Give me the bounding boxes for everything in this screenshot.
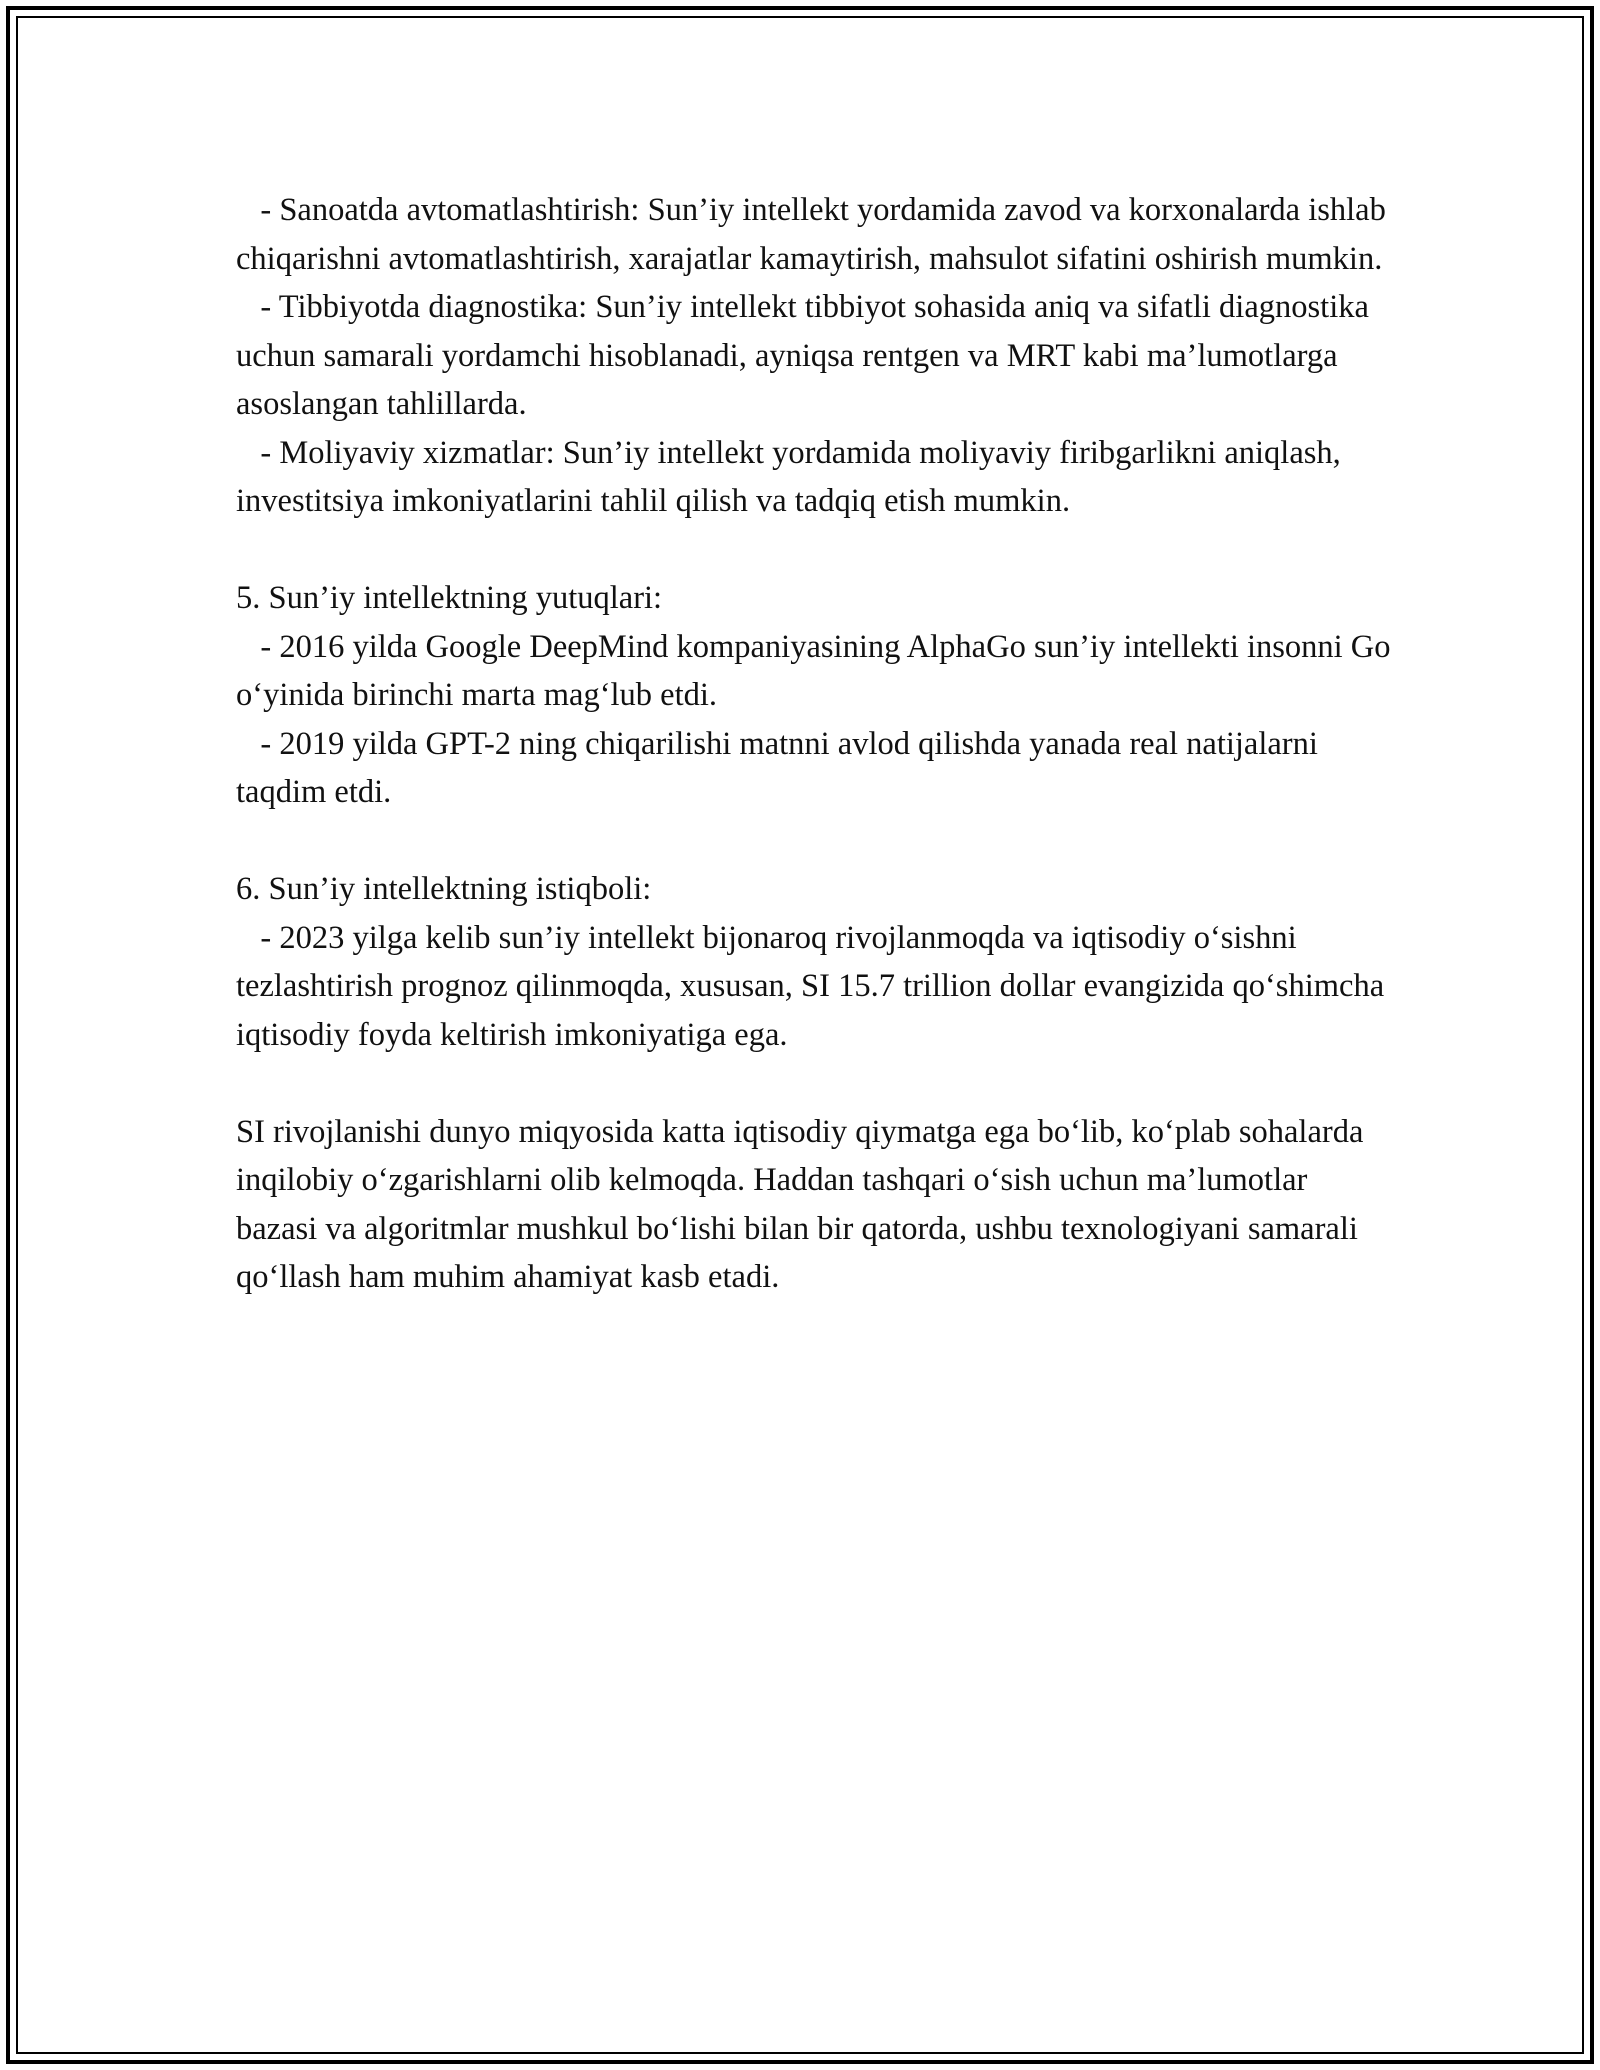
bullet-financial-services: - Moliyaviy xizmatlar: Sun’iy intellekt yordamida moliyaviy firibgarlikni aniqlash, investitsiya imkoniyatlarini tahlil qilish va tadqiq etish mumkin.	[236, 434, 1349, 519]
bullet-medical-diagnostics: - Tibbiyotda diagnostika: Sun’iy intellekt tibbiyot sohasida aniq va sifatli diagnostika uchun samarali yordamchi hisoblanadi, ayniqsa rentgen va MRT kabi ma’lumotlarga asoslangan tahlillarda.	[236, 289, 1378, 422]
section-5-heading: 5. Sun’iy intellektning yutuqlari:	[236, 580, 663, 616]
bullet-gpt2-2019: - 2019 yilda GPT-2 ning chiqarilishi matnni avlod qilishda yanada real natijalarni taqdim etdi.	[236, 725, 1327, 810]
bullet-industry-automation: - Sanoatda avtomatlashtirish: Sun’iy intellekt yordamida zavod va korxonalarda ishlab chiqarishni avtomatlashtirish, xarajatlar kamaytirish, mahsulot sifatini oshirish mumkin.	[236, 192, 1394, 277]
bullet-alphago-2016: - 2016 yilda Google DeepMind kompaniyasining AlphaGo sun’iy intellekti insonni Go o‘yinida birinchi marta mag‘lub etdi.	[236, 628, 1399, 713]
conclusion-paragraph: SI rivojlanishi dunyo miqyosida katta iqtisodiy qiymatga ega bo‘lib, ko‘plab sohalarda inqilobiy o‘zgarishlarni olib kelmoqda. Haddan tashqari o‘sish uchun ma’lumotlar bazasi va algoritmlar mushkul bo‘lishi bilan bir qatorda, ushbu texnologiyani samarali qo‘llash ham muhim ahamiyat kasb etadi.	[236, 1113, 1372, 1295]
paragraph-spacer	[236, 1059, 1396, 1108]
paragraph-spacer	[236, 526, 1396, 575]
document-body	[236, 186, 1399, 1302]
bullet-outlook-2023: - 2023 yilga kelib sun’iy intellekt bijonaroq rivojlanmoqda va iqtisodiy o‘sishni tezlashtirish prognoz qilinmoqda, xususan, SI 15.7 trillion dollar evangizida qo‘shimcha iqtisodiy foyda keltirish imkoniyatiga ega.	[236, 919, 1393, 1053]
paragraph-spacer	[236, 817, 1396, 866]
section-6-heading: 6. Sun’iy intellektning istiqboli:	[236, 871, 652, 907]
